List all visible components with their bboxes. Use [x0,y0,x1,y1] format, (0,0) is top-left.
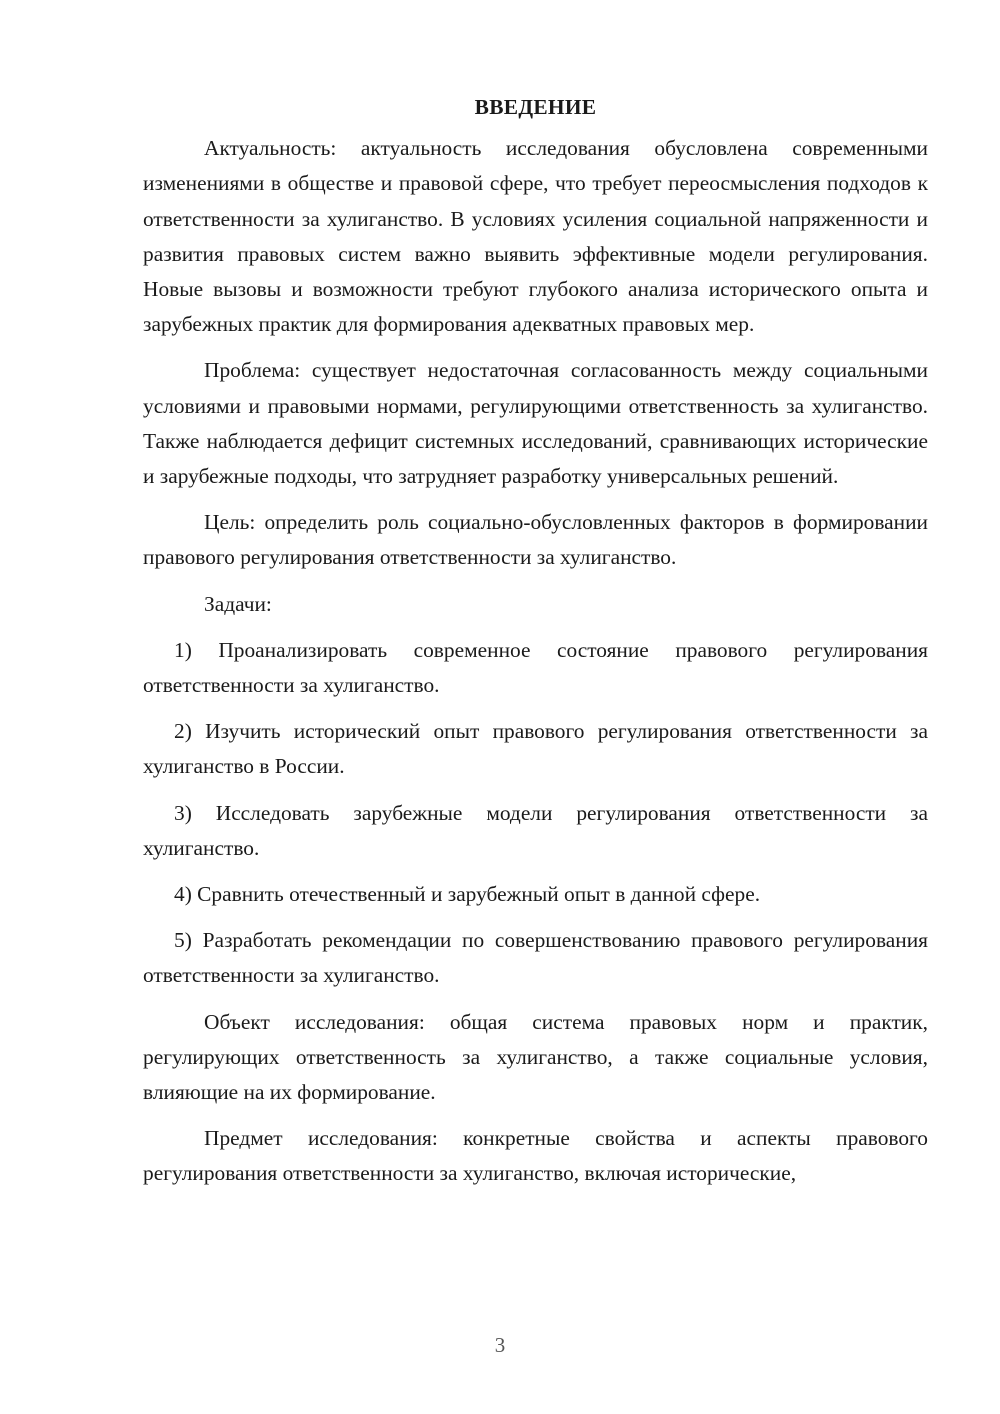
paragraph-problem: Проблема: существует недостаточная согласованность между социальными условиями и правовыми нормами, регулирующими ответственность за хулиганство. Также наблюдается дефицит системных исследований, сравнивающих исторические и зарубежные подходы, что затрудняет разработку универсальных решений. [143,358,928,489]
task-item-5: 5) Разработать рекомендации по совершенствованию правового регулирования ответственности за хулиганство. [143,928,928,988]
task-item-3: 3) Исследовать зарубежные модели регулирования ответственности за хулиганство. [143,800,928,860]
task-item-4: 4) Сравнить отечественный и зарубежный опыт в данной сфере. [174,882,761,907]
task-item-2: 2) Изучить исторический опыт правового регулирования ответственности за хулиганство в России. [143,719,928,779]
paragraph-tasks-heading: Задачи: [204,591,272,616]
page-number: 3 [494,1333,506,1357]
section-title: ВВЕДЕНИЕ [474,95,597,119]
paragraph-goal: Цель: определить роль социально-обусловленных факторов в формировании правового регулирования ответственности за хулиганство. [143,510,928,570]
document-page [143,90,928,1203]
task-item-1: 1) Проанализировать современное состояние правового регулирования ответственности за хулиганство. [143,637,928,698]
paragraph-relevance: Актуальность: актуальность исследования обусловлена современными изменениями в обществе и правовой сфере, что требует переосмысления подходов к ответственности за хулиганство. В условиях усиления социальной напряженности и развития правовых систем важно выявить эффективные модели регулирования. Новые вызовы и возможности требуют глубокого анализа исторического опыта и зарубежных практик для формирования адекватных правовых мер. [143,136,928,337]
paragraph-object: Объект исследования: общая система правовых норм и практик, регулирующих ответственность за хулиганство, а также социальные условия, влияющие на их формирование. [143,1009,928,1105]
paragraph-subject: Предмет исследования: конкретные свойства и аспекты правового регулирования ответственности за хулиганство, включая исторические, [143,1126,928,1186]
